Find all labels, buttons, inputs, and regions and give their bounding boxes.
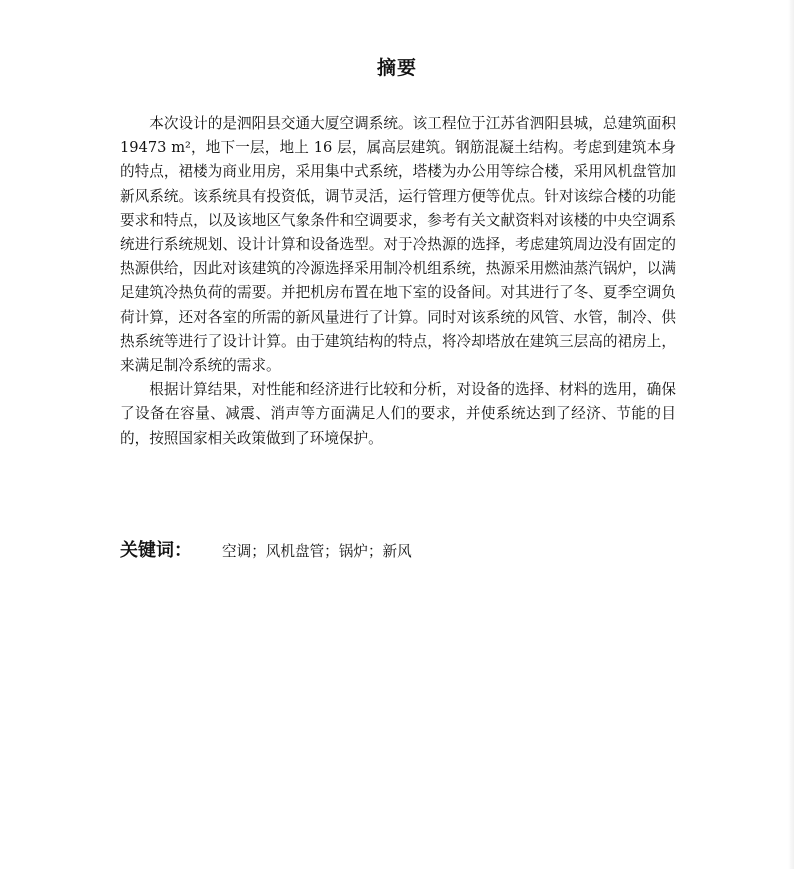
abstract-paragraph-1: 本次设计的是泗阳县交通大厦空调系统。该工程位于江苏省泗阳县城，总建筑面积 19473 m²，地下一层，地上 16 层，属高层建筑。钢筋混凝土结构。考虑到建筑本身的特点，裙楼为商业用房，采用集中式系统，塔楼为办公用等综合楼，采用风机盘管加新风系统。该系统具有投资低，调节灵活，运行管理方便等优点。针对该综合楼的功能要求和特点，以及该地区气象条件和空调要求，参考有关文献资料对该楼的中央空调系统进行系统规划、设计计算和设备选型。对于冷热源的选择，考虑建筑周边没有固定的热源供给，因此对该建筑的冷源选择采用制冷机组系统，热源采用燃油蒸汽锅炉，以满足建筑冷热负荷的需要。并把机房布置在地下室的设备间。对其进行了冬、夏季空调负荷计算，还对各室的所需的新风量进行了计算。同时对该系统的风管、水管，制冷、供热系统等进行了设计计算。由于建筑结构的特点，将冷却塔放在建筑三层高的裙房上，来满足制冷系统的需求。 (120, 115, 676, 375)
abstract-paragraph-2: 根据计算结果，对性能和经济进行比较和分析，对设备的选择、材料的选用，确保了设备在容量、减震、消声等方面满足人们的要求，并使系统达到了经济、节能的目的，按照国家相关政策做到了环境保护。 (120, 381, 676, 447)
keywords-label: 关键词： (120, 540, 192, 561)
page-edge-shadow (788, 0, 794, 869)
abstract-body (120, 112, 676, 451)
keywords-values: 空调；风机盘管；锅炉；新风 (222, 543, 412, 560)
abstract-title: 摘要 (376, 57, 417, 79)
keywords-line (120, 537, 676, 566)
